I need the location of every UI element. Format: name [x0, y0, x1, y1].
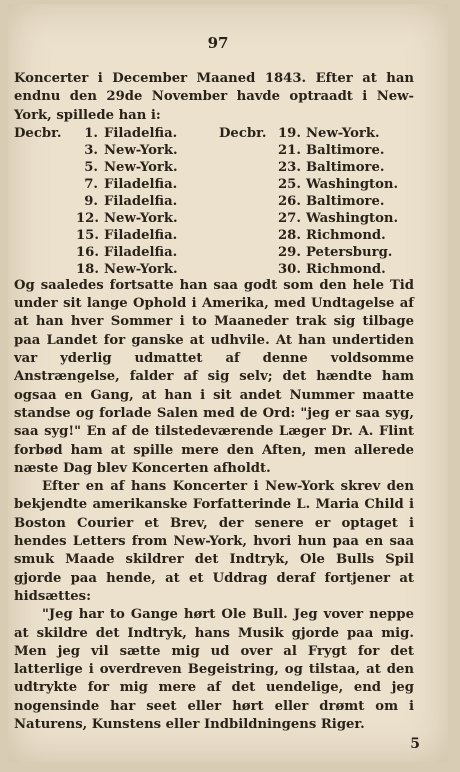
intro-paragraph: Koncerter i December Maaned 1843. Efter at han endnu den 29de November havde optraadt i New-York, spillede han i:: [14, 71, 414, 123]
signature-mark: 5: [410, 736, 420, 752]
concert-entry: 19. New-York.: [278, 125, 380, 141]
right-month-label: Decbr.: [219, 125, 267, 141]
concert-entry: 27. Washington.: [278, 210, 399, 226]
page-body: [14, 70, 414, 734]
paragraph-child-letter: Efter en af hans Koncerter i New-York skrev den bekjendte amerikanske Forfatterinde L. Maria Child i Boston Courier et Brev, der senere er optaget i hendes Letters from New-York, hvori hun paa en saa smuk Maade skildrer det Indtryk, Ole Bulls Spil gjorde paa hende, at et Uddrag deraf fortjener at hidsættes:: [14, 479, 414, 604]
concert-list: [14, 125, 414, 277]
paragraph-health: Og saaledes fortsatte han saa godt som den hele Tid under sit lange Ophold i Amerika, med Undtagelse af at han hver Sommer i to Maaneder trak sig tilbage paa Landet for ganske at udhvile. At han undertiden var yderlig udmattet af denne voldsomme Anstrængelse, falder af sig selv; det hændte ham ogsaa en Gang, at han i sit andet Nummer maatte standse og forlade Salen med de Ord: "jeg er saa syg, saa syg!" En af de tilstedeværende Læger Dr. A. Flint forbød ham at spille mere den Aften, men allerede næste Dag blev Koncerten afholdt.: [14, 277, 414, 476]
concert-entry: 7. Filadelfia.: [84, 176, 178, 192]
concert-entry: 15. Filadelfia.: [76, 227, 178, 243]
concert-entry: 9. Filadelfia.: [84, 193, 178, 209]
concert-entry: 5. New-York.: [84, 159, 178, 175]
concert-entry: 23. Baltimore.: [278, 159, 385, 175]
concert-entry: 25. Washington.: [278, 176, 399, 192]
concert-entry: 30. Richmond.: [278, 261, 386, 277]
page-number: 97: [207, 34, 229, 52]
concert-entry: 3. New-York.: [84, 142, 178, 158]
concert-entry: 1. Filadelfia.: [84, 125, 178, 141]
concert-entry: 26. Baltimore.: [278, 193, 385, 209]
paragraph-quote: "Jeg har to Gange hørt Ole Bull. Jeg vover neppe at skildre det Indtryk, hans Musik gjorde paa mig. Men jeg vil sætte mig ud over al Frygt for det latterlige i overdreven Begeistring, og tilstaa, at den udtrykte for mig mere af det uendelige, end jeg nogensinde har seet eller hørt eller drømt om i Naturens, Kunstens eller Indbildningens Riger.: [14, 607, 414, 733]
concert-entry: 12. New-York.: [76, 210, 178, 226]
concert-entry: 29. Petersburg.: [278, 244, 393, 260]
book-page: [8, 4, 448, 762]
concert-entry: 16. Filadelfia.: [76, 244, 178, 260]
concert-entry: 28. Richmond.: [278, 227, 386, 243]
concert-entry: 18. New-York.: [76, 261, 178, 277]
concert-entry: 21. Baltimore.: [278, 142, 385, 158]
left-month-label: Decbr.: [14, 125, 62, 141]
